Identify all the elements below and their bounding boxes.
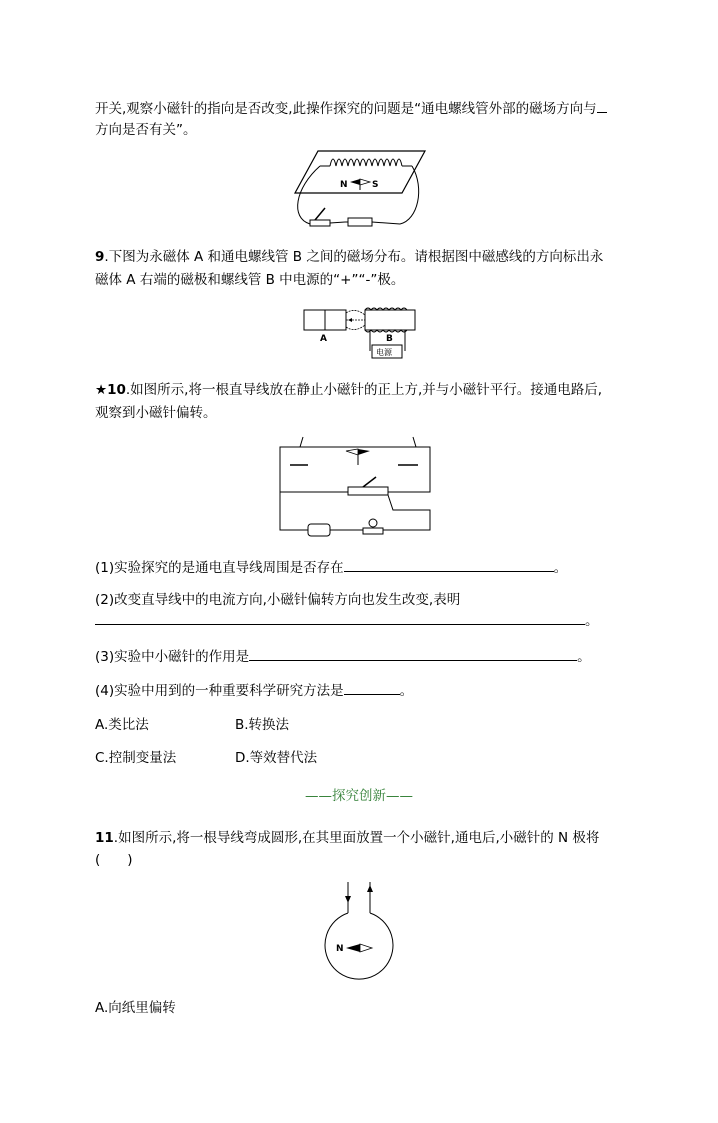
q10-sub-3 (95, 646, 591, 667)
q11-number: 11 (95, 830, 114, 846)
q10-sub-3-end: 。 (577, 649, 591, 665)
q9-line-1 (95, 247, 603, 267)
q11-text-1: .如图所示,将一根导线弯成圆形,在其里面放置一个小磁针,通电后,小磁针的 N 极将 (113, 830, 600, 846)
q10-sub-1-text: (1)实验探究的是通电直导线周围是否存在 (95, 560, 344, 576)
q8-label-n: N (340, 180, 348, 190)
q8-figure (290, 148, 430, 233)
q10-sub-1 (95, 557, 567, 578)
q8-answer-blank[interactable] (597, 98, 607, 113)
q10-sub-1-end: 。 (553, 560, 568, 576)
q8-line-2: 方向是否有关”。 (95, 122, 197, 138)
section-title: ——探究创新—— (305, 788, 413, 804)
q9-label-a: A (320, 334, 327, 344)
q10-sub-2-blank[interactable] (95, 610, 585, 625)
q10-line-2: 观察到小磁针偏转。 (95, 405, 217, 421)
q9-label-b: B (386, 334, 393, 344)
q10-line-1 (95, 380, 602, 400)
q11-label-n: N (336, 944, 344, 954)
q10-sub-2: (2)改变直导线中的电流方向,小磁针偏转方向也发生改变,表明 (95, 592, 461, 608)
q10-options-row-2 (95, 748, 317, 768)
q9-figure (300, 305, 420, 363)
q10-option-d[interactable]: D.等效替代法 (235, 750, 318, 766)
q10-option-b[interactable]: B.转换法 (235, 717, 290, 733)
q10-option-a[interactable]: A.类比法 (95, 717, 149, 733)
q10-figure (278, 435, 443, 540)
q11-line-1 (95, 828, 599, 848)
q10-sub-1-blank[interactable] (344, 557, 554, 572)
q8-line-1 (95, 98, 607, 119)
q11-line-2: ( ) (95, 852, 133, 868)
q10-number: ★10 (95, 382, 126, 398)
q9-line-2: 磁体 A 右端的磁极和螺线管 B 中电源的“+”“-”极。 (95, 272, 405, 288)
q10-sub-4-end: 。 (399, 683, 414, 699)
q9-text-1: .下图为永磁体 A 和通电螺线管 B 之间的磁场分布。请根据图中磁感线的方向标出永 (104, 249, 604, 265)
q10-sub-3-text: (3)实验中小磁针的作用是 (95, 649, 250, 665)
q10-sub-4 (95, 680, 413, 701)
q10-option-c[interactable]: C.控制变量法 (95, 750, 177, 766)
q9-label-power: 电源 (376, 348, 392, 357)
q8-label-s: S (372, 180, 379, 190)
q11-option-a[interactable]: A.向纸里偏转 (95, 1000, 176, 1016)
q10-options-row-1 (95, 715, 289, 735)
q10-sub-4-text: (4)实验中用到的一种重要科学研究方法是 (95, 683, 344, 699)
q8-text-1: 开关,观察小磁针的指向是否改变,此操作探究的问题是“通电螺线管外部的磁场方向与 (95, 101, 597, 117)
q11-figure (318, 878, 398, 990)
q10-sub-2-answer (95, 610, 599, 631)
q10-sub-3-blank[interactable] (249, 646, 577, 661)
q10-text-1: .如图所示,将一根直导线放在静止小磁针的正上方,并与小磁针平行。接通电路后, (125, 382, 603, 398)
q10-sub-2-end: 。 (585, 613, 599, 629)
q10-sub-4-blank[interactable] (344, 680, 400, 695)
q9-number: 9 (95, 249, 105, 265)
